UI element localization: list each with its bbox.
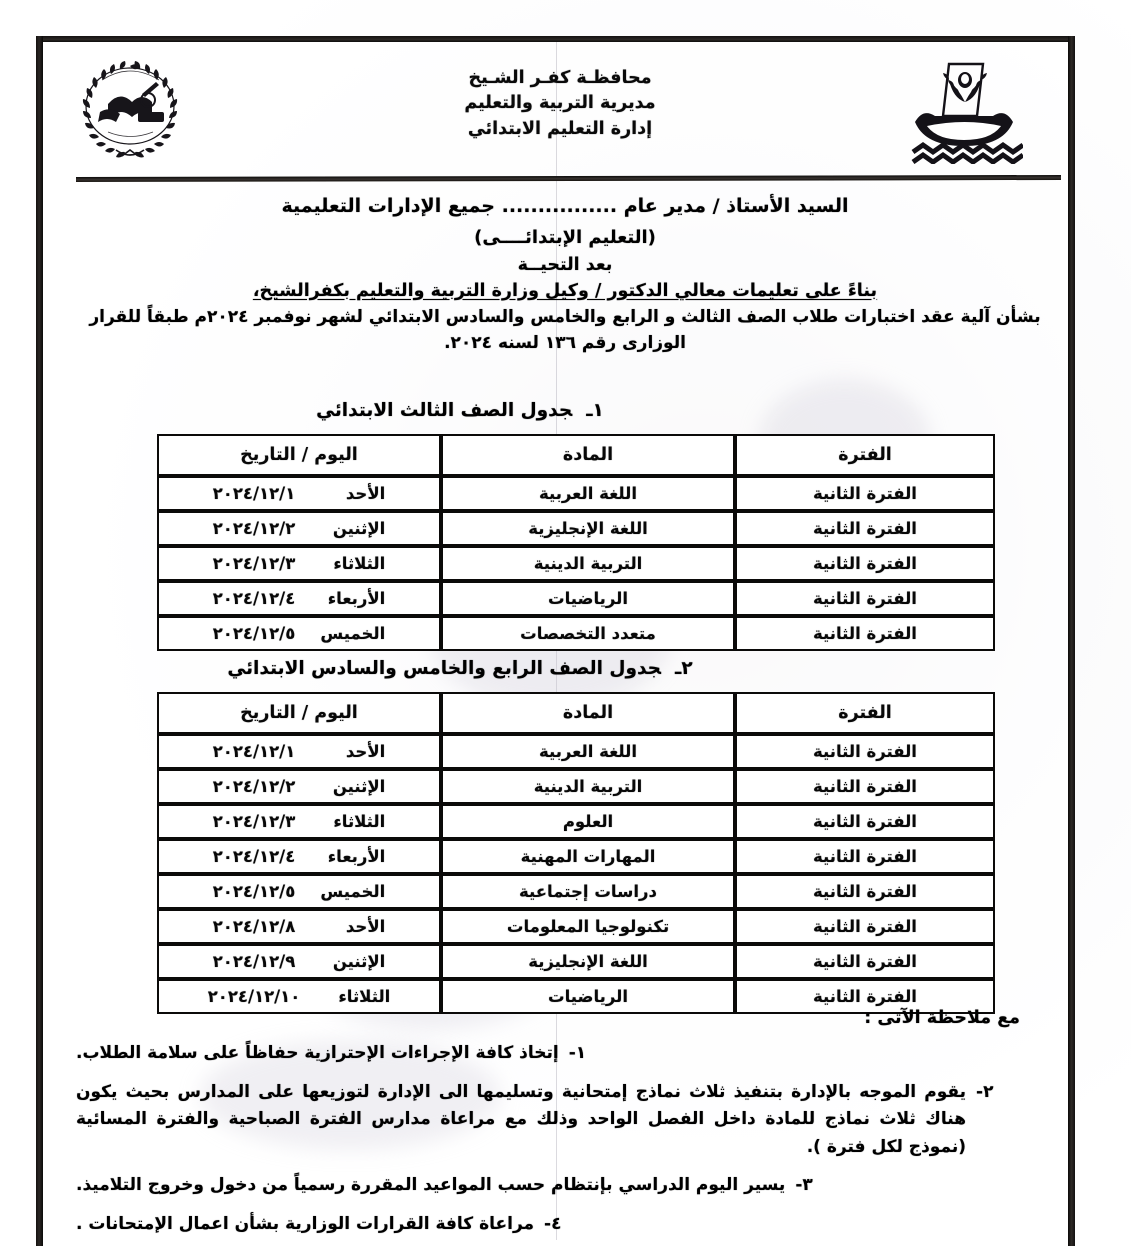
table-header-row (157, 434, 995, 476)
cell-date: ٢٠٢٤/١٢/٥ (212, 882, 296, 901)
table-row (157, 769, 995, 804)
note-text: يسير اليوم الدراسي بإنتظام حسب المواعيد المقررة رسمياً من دخول وخروج التلاميذ. (76, 1175, 786, 1196)
greeting-line: بعد التحيــة (517, 254, 613, 275)
col-header-subject: المادة (441, 434, 735, 476)
cell-date: ٢٠٢٤/١٢/٢ (212, 519, 296, 538)
cell-date: ٢٠٢٤/١٢/١٠ (207, 987, 301, 1006)
cell-subject: دراسات إجتماعية (441, 874, 735, 909)
col-header-day-date: اليوم / التاريخ (157, 692, 441, 734)
cell-date: ٢٠٢٤/١٢/١ (212, 742, 296, 761)
intro-block (70, 192, 1060, 356)
table-row (157, 909, 995, 944)
cell-day-date (157, 944, 441, 979)
cell-date: ٢٠٢٤/١٢/٨ (212, 917, 296, 936)
note-item (76, 1172, 1056, 1200)
note-text: إتخاذ كافة الإجراءات الإحترازية حفاظاً على سلامة الطلاب. (76, 1043, 559, 1063)
col-header-subject: المادة (441, 692, 735, 734)
cell-period: الفترة الثانية (735, 511, 995, 546)
cell-day-date (157, 734, 441, 769)
cell-period: الفترة الثانية (735, 581, 995, 616)
table-row (157, 839, 995, 874)
cell-subject: تكنولوجيا المعلومات (441, 909, 735, 944)
basis-line: بناءً على تعليمات معالي الدكتور / وكيل وزارة التربية والتعليم بكفرالشيخ، (252, 280, 878, 301)
cell-day-name: الأحد (345, 742, 386, 761)
table-row (157, 476, 995, 511)
cell-date: ٢٠٢٤/١٢/٥ (212, 624, 296, 643)
cell-day-date (157, 839, 441, 874)
page-border-right (1068, 36, 1075, 1246)
note-text: يقوم الموجه بالإدارة بتنفيذ ثلاث نماذج إمتحانية وتسليمها الى الإدارة لتوزيعها على المدارس بحيث يكون هناك ثلاث نماذج للمادة داخل الفصل الواحد وذلك مع مراعاة مدارس الفترة الصباحية والفترة المسائية (نموذج لكل فترة ). (76, 1081, 966, 1157)
note-item (76, 1079, 1056, 1162)
cell-day-name: الأحد (345, 484, 386, 503)
note-number: ٢- (976, 1081, 994, 1102)
section-one-title-text: جدول الصف الثالث الابتدائي (316, 400, 573, 421)
cell-date: ٢٠٢٤/١٢/٣ (212, 554, 296, 573)
cell-period: الفترة الثانية (735, 804, 995, 839)
cell-day-name: الأربعاء (327, 589, 386, 608)
cell-day-name: الثلاثاء (333, 554, 386, 573)
addressee-line: السيد الأستاذ / مدير عام ................ جميع الإدارات التعليمية (281, 195, 849, 217)
notes-heading-text: مع ملاحظة الآتى : (864, 1008, 1020, 1028)
table-row (157, 511, 995, 546)
cell-day-name: الأحد (345, 917, 386, 936)
cell-day-name: الثلاثاء (338, 987, 391, 1006)
cell-day-name: الخميس (320, 624, 386, 643)
cell-day-date (157, 769, 441, 804)
cell-day-name: الثلاثاء (333, 812, 386, 831)
header-line-administration: إدارة التعليم الابتدائي (467, 118, 653, 139)
cell-day-date (157, 874, 441, 909)
col-header-day-date: اليوم / التاريخ (157, 434, 441, 476)
cell-day-date (157, 546, 441, 581)
section-one-number: ١ـ (586, 400, 604, 421)
cell-subject: التربية الدينية (441, 769, 735, 804)
table-header-row (157, 692, 995, 734)
cell-period: الفترة الثانية (735, 979, 995, 1014)
table-row (157, 581, 995, 616)
cell-subject: اللغة العربية (441, 476, 735, 511)
note-text: مراعاة كافة القرارات الوزارية بشأن اعمال الإمتحانات . (76, 1213, 535, 1234)
header-line-directorate: مديرية التربية والتعليم (464, 93, 656, 114)
cell-day-date (157, 804, 441, 839)
section-two-title-text: جدول الصف الرابع والخامس والسادس الابتدائي (227, 658, 661, 679)
section-two-number: ٢ـ (674, 658, 693, 679)
header-title-block (260, 66, 860, 142)
col-header-period: الفترة (735, 692, 995, 734)
cell-date: ٢٠٢٤/١٢/١ (212, 484, 296, 503)
cell-day-name: الإثنين (332, 777, 386, 796)
section-two-title (0, 658, 920, 679)
intro-body-paragraph: بشأن آلية عقد اختبارات طلاب الصف الثالث و الرابع والخامس والسادس الابتدائي لشهر نوفمبر ٢٠٢٤م طبقاً للقرار الوزارى رقم ١٣٦ لسنه ٢٠٢٤. (89, 306, 1041, 353)
cell-period: الفترة الثانية (735, 874, 995, 909)
cell-period: الفترة الثانية (735, 769, 995, 804)
cell-day-name: الأربعاء (327, 847, 386, 866)
table-row (157, 874, 995, 909)
cell-period: الفترة الثانية (735, 909, 995, 944)
cell-period: الفترة الثانية (735, 546, 995, 581)
cell-day-name: الإثنين (332, 519, 386, 538)
cell-subject: متعدد التخصصات (441, 616, 735, 651)
col-header-period: الفترة (735, 434, 995, 476)
note-number: ١- (568, 1043, 587, 1063)
table-row (157, 804, 995, 839)
cell-period: الفترة الثانية (735, 476, 995, 511)
cell-period: الفترة الثانية (735, 944, 995, 979)
cell-period: الفترة الثانية (735, 839, 995, 874)
grade-three-schedule-table (157, 434, 995, 651)
cell-period: الفترة الثانية (735, 734, 995, 769)
cell-day-name: الإثنين (332, 952, 386, 971)
cell-subject: اللغة الإنجليزية (441, 511, 735, 546)
note-item (76, 1211, 1056, 1239)
cell-period: الفترة الثانية (735, 616, 995, 651)
cell-date: ٢٠٢٤/١٢/٣ (212, 812, 296, 831)
cell-subject: المهارات المهنية (441, 839, 735, 874)
note-item (76, 1040, 1056, 1068)
cell-subject: التربية الدينية (441, 546, 735, 581)
note-number: ٤- (544, 1213, 562, 1234)
table-row (157, 734, 995, 769)
cell-day-name: الخميس (320, 882, 386, 901)
cell-subject: العلوم (441, 804, 735, 839)
table-row (157, 944, 995, 979)
cell-day-date (157, 581, 441, 616)
cell-date: ٢٠٢٤/١٢/٤ (212, 589, 296, 608)
cell-subject: اللغة العربية (441, 734, 735, 769)
sub-addressee-line: (التعليم الإبتدائــــى) (474, 226, 656, 248)
page-border-left (36, 36, 43, 1246)
section-one-title (0, 400, 920, 421)
table-row (157, 616, 995, 651)
cell-day-date (157, 616, 441, 651)
cell-subject: اللغة الإنجليزية (441, 944, 735, 979)
cell-subject: الرياضيات (441, 979, 735, 1014)
cell-day-date (157, 476, 441, 511)
cell-day-date (157, 909, 441, 944)
cell-date: ٢٠٢٤/١٢/٢ (212, 777, 296, 796)
cell-date: ٢٠٢٤/١٢/٤ (212, 847, 296, 866)
cell-day-date (157, 511, 441, 546)
governorate-seal-logo (78, 60, 182, 160)
note-number: ٣- (795, 1175, 813, 1196)
notes-list (76, 1040, 1056, 1249)
cell-subject: الرياضيات (441, 581, 735, 616)
cell-date: ٢٠٢٤/١٢/٩ (212, 952, 296, 971)
kafr-el-sheikh-boat-emblem (905, 60, 1023, 164)
header-line-governorate: محافظـة كفـر الشـيخ (468, 68, 652, 88)
table-row (157, 546, 995, 581)
document-header (60, 56, 1060, 166)
grade-four-five-six-schedule-table (157, 692, 995, 1014)
